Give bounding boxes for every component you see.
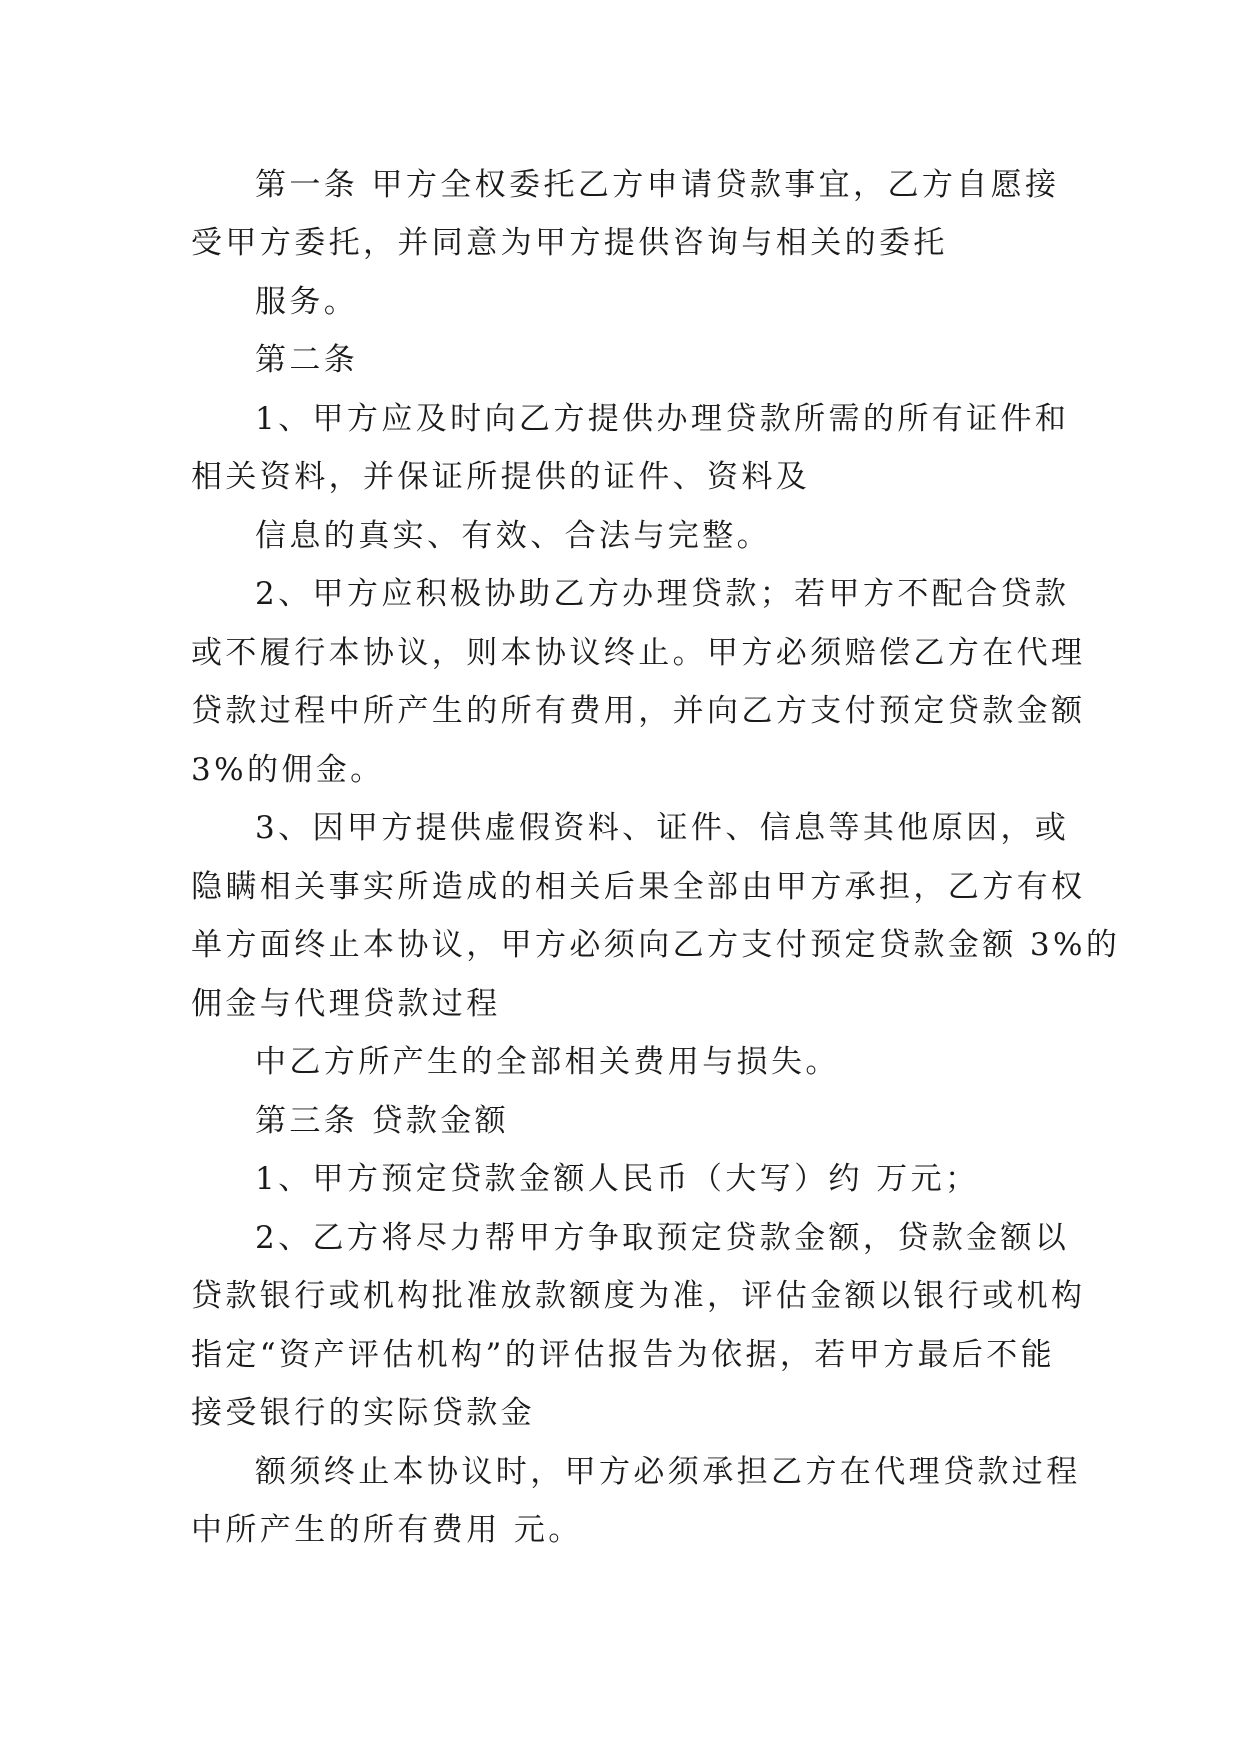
text-line: 指定“资产评估机构”的评估报告为依据，若甲方最后不能: [191, 1337, 1056, 1373]
text-line: 中所产生的所有费用 元。: [191, 1512, 583, 1548]
text-line: 第三条 贷款金额: [255, 1103, 510, 1139]
text-line: 2、乙方将尽力帮甲方争取预定贷款金额，贷款金额以: [255, 1220, 1070, 1256]
text-line: 佣金与代理贷款过程: [191, 986, 501, 1022]
text-line: 2、甲方应积极协助乙方办理贷款；若甲方不配合贷款: [255, 576, 1070, 612]
text-line: 贷款银行或机构批准放款额度为准，评估金额以银行或机构: [191, 1278, 1086, 1314]
text-line: 受甲方委托，并同意为甲方提供咨询与相关的委托: [191, 225, 948, 261]
text-line: 相关资料，并保证所提供的证件、资料及: [191, 459, 811, 495]
text-line: 额须终止本协议时，甲方必须承担乙方在代理贷款过程: [255, 1454, 1081, 1490]
text-line: 信息的真实、有效、合法与完整。: [255, 518, 771, 554]
text-line: 1、甲方预定贷款金额人民币（大写）约 万元；: [255, 1161, 980, 1197]
text-line: 单方面终止本协议，甲方必须向乙方支付预定贷款金额 3%的: [191, 927, 1121, 963]
text-line: 1、甲方应及时向乙方提供办理贷款所需的所有证件和: [255, 401, 1070, 437]
text-line: 第一条 甲方全权委托乙方申请贷款事宜，乙方自愿接: [255, 167, 1060, 203]
text-line: 或不履行本协议，则本协议终止。甲方必须赔偿乙方在代理: [191, 635, 1086, 671]
text-line: 3、因甲方提供虚假资料、证件、信息等其他原因，或: [255, 810, 1070, 846]
text-line: 接受银行的实际贷款金: [191, 1395, 535, 1431]
text-line: 服务。: [255, 284, 359, 320]
text-line: 中乙方所产生的全部相关费用与损失。: [255, 1044, 840, 1080]
text-line: 隐瞒相关事实所造成的相关后果全部由甲方承担，乙方有权: [191, 869, 1086, 905]
text-line: 第二条: [255, 342, 359, 378]
text-line: 贷款过程中所产生的所有费用，并向乙方支付预定贷款金额: [191, 693, 1086, 729]
text-line: 3%的佣金。: [191, 752, 385, 788]
